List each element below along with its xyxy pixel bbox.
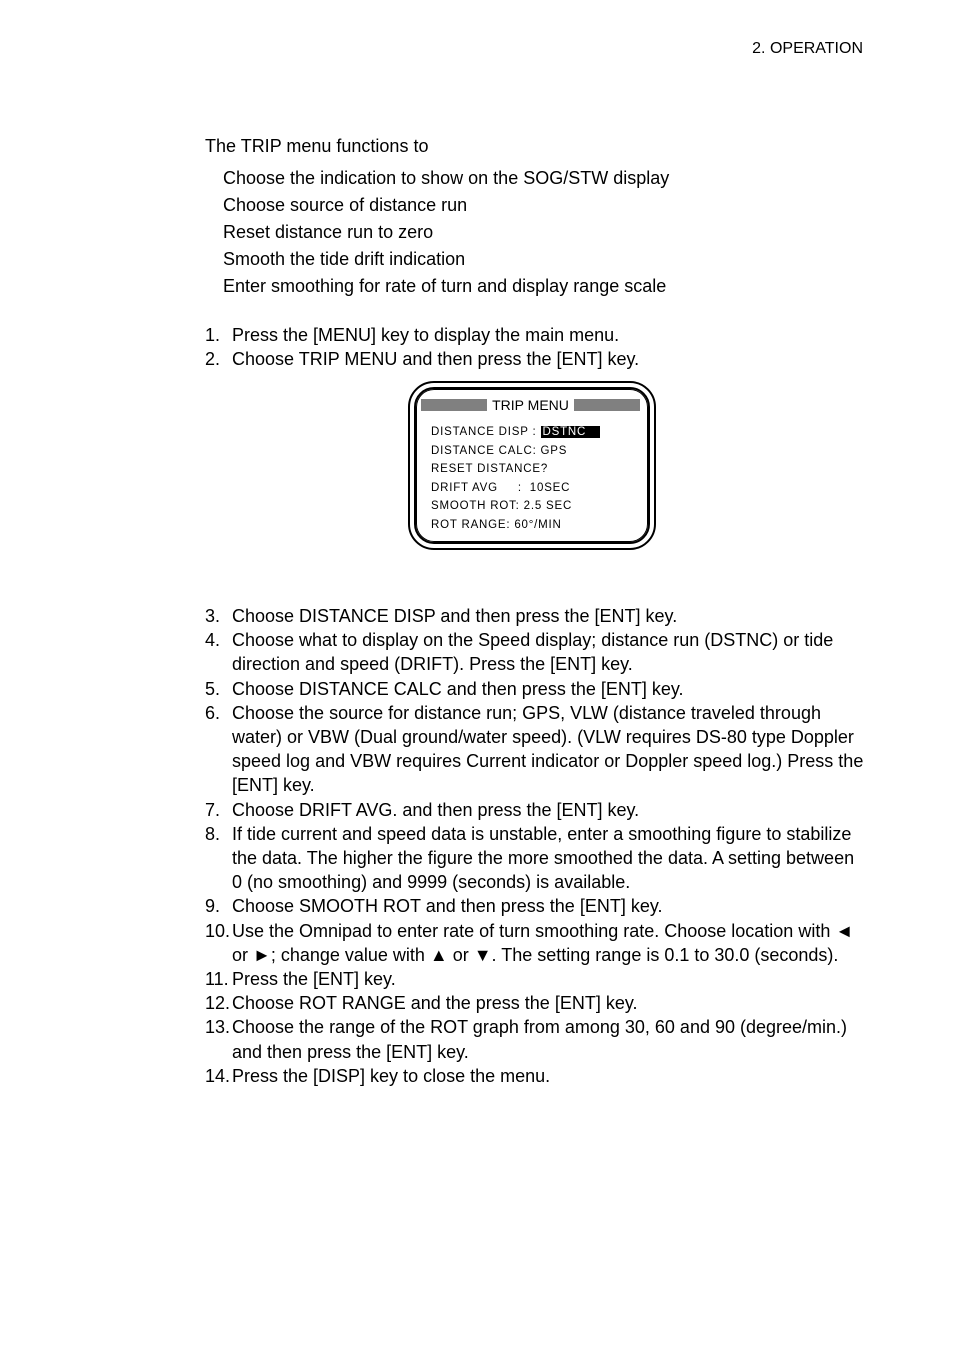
step-number: 1. (205, 325, 221, 345)
page-header-section: 2. OPERATION (752, 40, 863, 57)
step-number: 3. (205, 606, 221, 626)
step-number: 13. (205, 1017, 231, 1038)
step-text: Press the [MENU] key to display the main menu. (232, 325, 620, 345)
function-item: Choose source of distance run (223, 195, 468, 215)
step-item (205, 701, 865, 798)
title-bar-right-fill (574, 399, 640, 411)
trip-menu-items (431, 423, 600, 535)
menu-item-distance-calc: DISTANCE CALC: GPS (431, 444, 568, 457)
step-text: Choose SMOOTH ROT and then press the [ENT] key. (232, 896, 663, 917)
menu-item-distance-disp (431, 423, 600, 442)
function-item: Reset distance run to zero (223, 222, 434, 242)
step-text: Press the [DISP] key to close the menu. (232, 1065, 551, 1086)
trip-menu-title-bar (421, 398, 640, 412)
function-item: Choose the indication to show on the SOG/STW display (223, 168, 670, 188)
step-number: 9. (205, 896, 221, 917)
title-bar-left-fill (421, 399, 487, 411)
step-number: 10. (205, 920, 231, 941)
menu-item-drift-avg: DRIFT AVG : 10SEC (431, 481, 571, 494)
step-item (205, 604, 865, 628)
step-text: Use the Omnipad to enter rate of turn smoothing rate. Choose location with ◄ or ►; change value with ▲ or ▼. The setting range is 0.1 to 30.0 (seconds). (232, 920, 854, 965)
step-text: Choose DRIFT AVG. and then press the [ENT] key. (232, 799, 640, 820)
step-item (205, 677, 865, 701)
menu-item-selected-value: DSTNC (541, 426, 601, 438)
step-number: 11. (205, 969, 229, 990)
step-number: 5. (205, 678, 221, 699)
step-item (205, 919, 865, 967)
steps-list-after-menu (205, 604, 865, 1088)
function-list (223, 165, 669, 300)
step-item (205, 991, 865, 1015)
function-item: Smooth the tide drift indication (223, 249, 466, 269)
menu-item-rot-range: ROT RANGE: 60°/MIN (431, 518, 562, 531)
step-number: 7. (205, 799, 221, 820)
step-item (205, 628, 865, 676)
step-number: 2. (205, 349, 221, 370)
step-item (205, 894, 865, 918)
menu-item-smooth-rot: SMOOTH ROT: 2.5 SEC (431, 500, 573, 513)
step-item (205, 822, 865, 895)
step-number: 12. (205, 993, 231, 1014)
menu-item-reset-distance: RESET DISTANCE? (431, 463, 549, 476)
step-text: Choose DISTANCE CALC and then press the [ENT] key. (232, 678, 684, 699)
step-text: If tide current and speed data is unstable, enter a smoothing figure to stabilize the data. The higher the figure the more smoothed the data. A setting between 0 (no smoothing) and 9999 (seconds) is available. (232, 823, 855, 893)
step-text: Choose what to display on the Speed display; distance run (DSTNC) or tide direction and speed (DRIFT). Press the [ENT] key. (232, 630, 834, 675)
step-number: 8. (205, 823, 221, 844)
function-item: Enter smoothing for rate of turn and display range scale (223, 276, 667, 296)
step-item (205, 347, 865, 371)
trip-menu-title: TRIP MENU (492, 397, 569, 413)
step-item (205, 1015, 865, 1063)
intro-text: The TRIP menu functions to (205, 136, 429, 156)
steps-list-before-menu (205, 323, 865, 371)
step-number: 14. (205, 1065, 231, 1086)
step-text: Choose ROT RANGE and the press the [ENT] key. (232, 993, 638, 1014)
step-number: 4. (205, 630, 221, 651)
step-number: 6. (205, 702, 221, 723)
step-item (205, 967, 865, 991)
step-text: Press the [ENT] key. (232, 969, 396, 990)
step-item (205, 798, 865, 822)
step-text: Choose the source for distance run; GPS, VLW (distance traveled through water) or VBW (Dual ground/water speed). (VLW requires DS-80 type Doppler speed log and VBW requires Current indicator or Doppler speed log.) Press the [ENT] key. (232, 702, 864, 796)
step-text: Choose the range of the ROT graph from among 30, 60 and 90 (degree/min.) and then press the [ENT] key. (232, 1017, 848, 1062)
step-item (205, 323, 865, 347)
step-item (205, 1064, 865, 1088)
step-text: Choose TRIP MENU and then press the [ENT] key. (232, 349, 640, 370)
menu-item-label: DISTANCE DISP : (431, 426, 541, 438)
step-text: Choose DISTANCE DISP and then press the [ENT] key. (232, 606, 678, 626)
